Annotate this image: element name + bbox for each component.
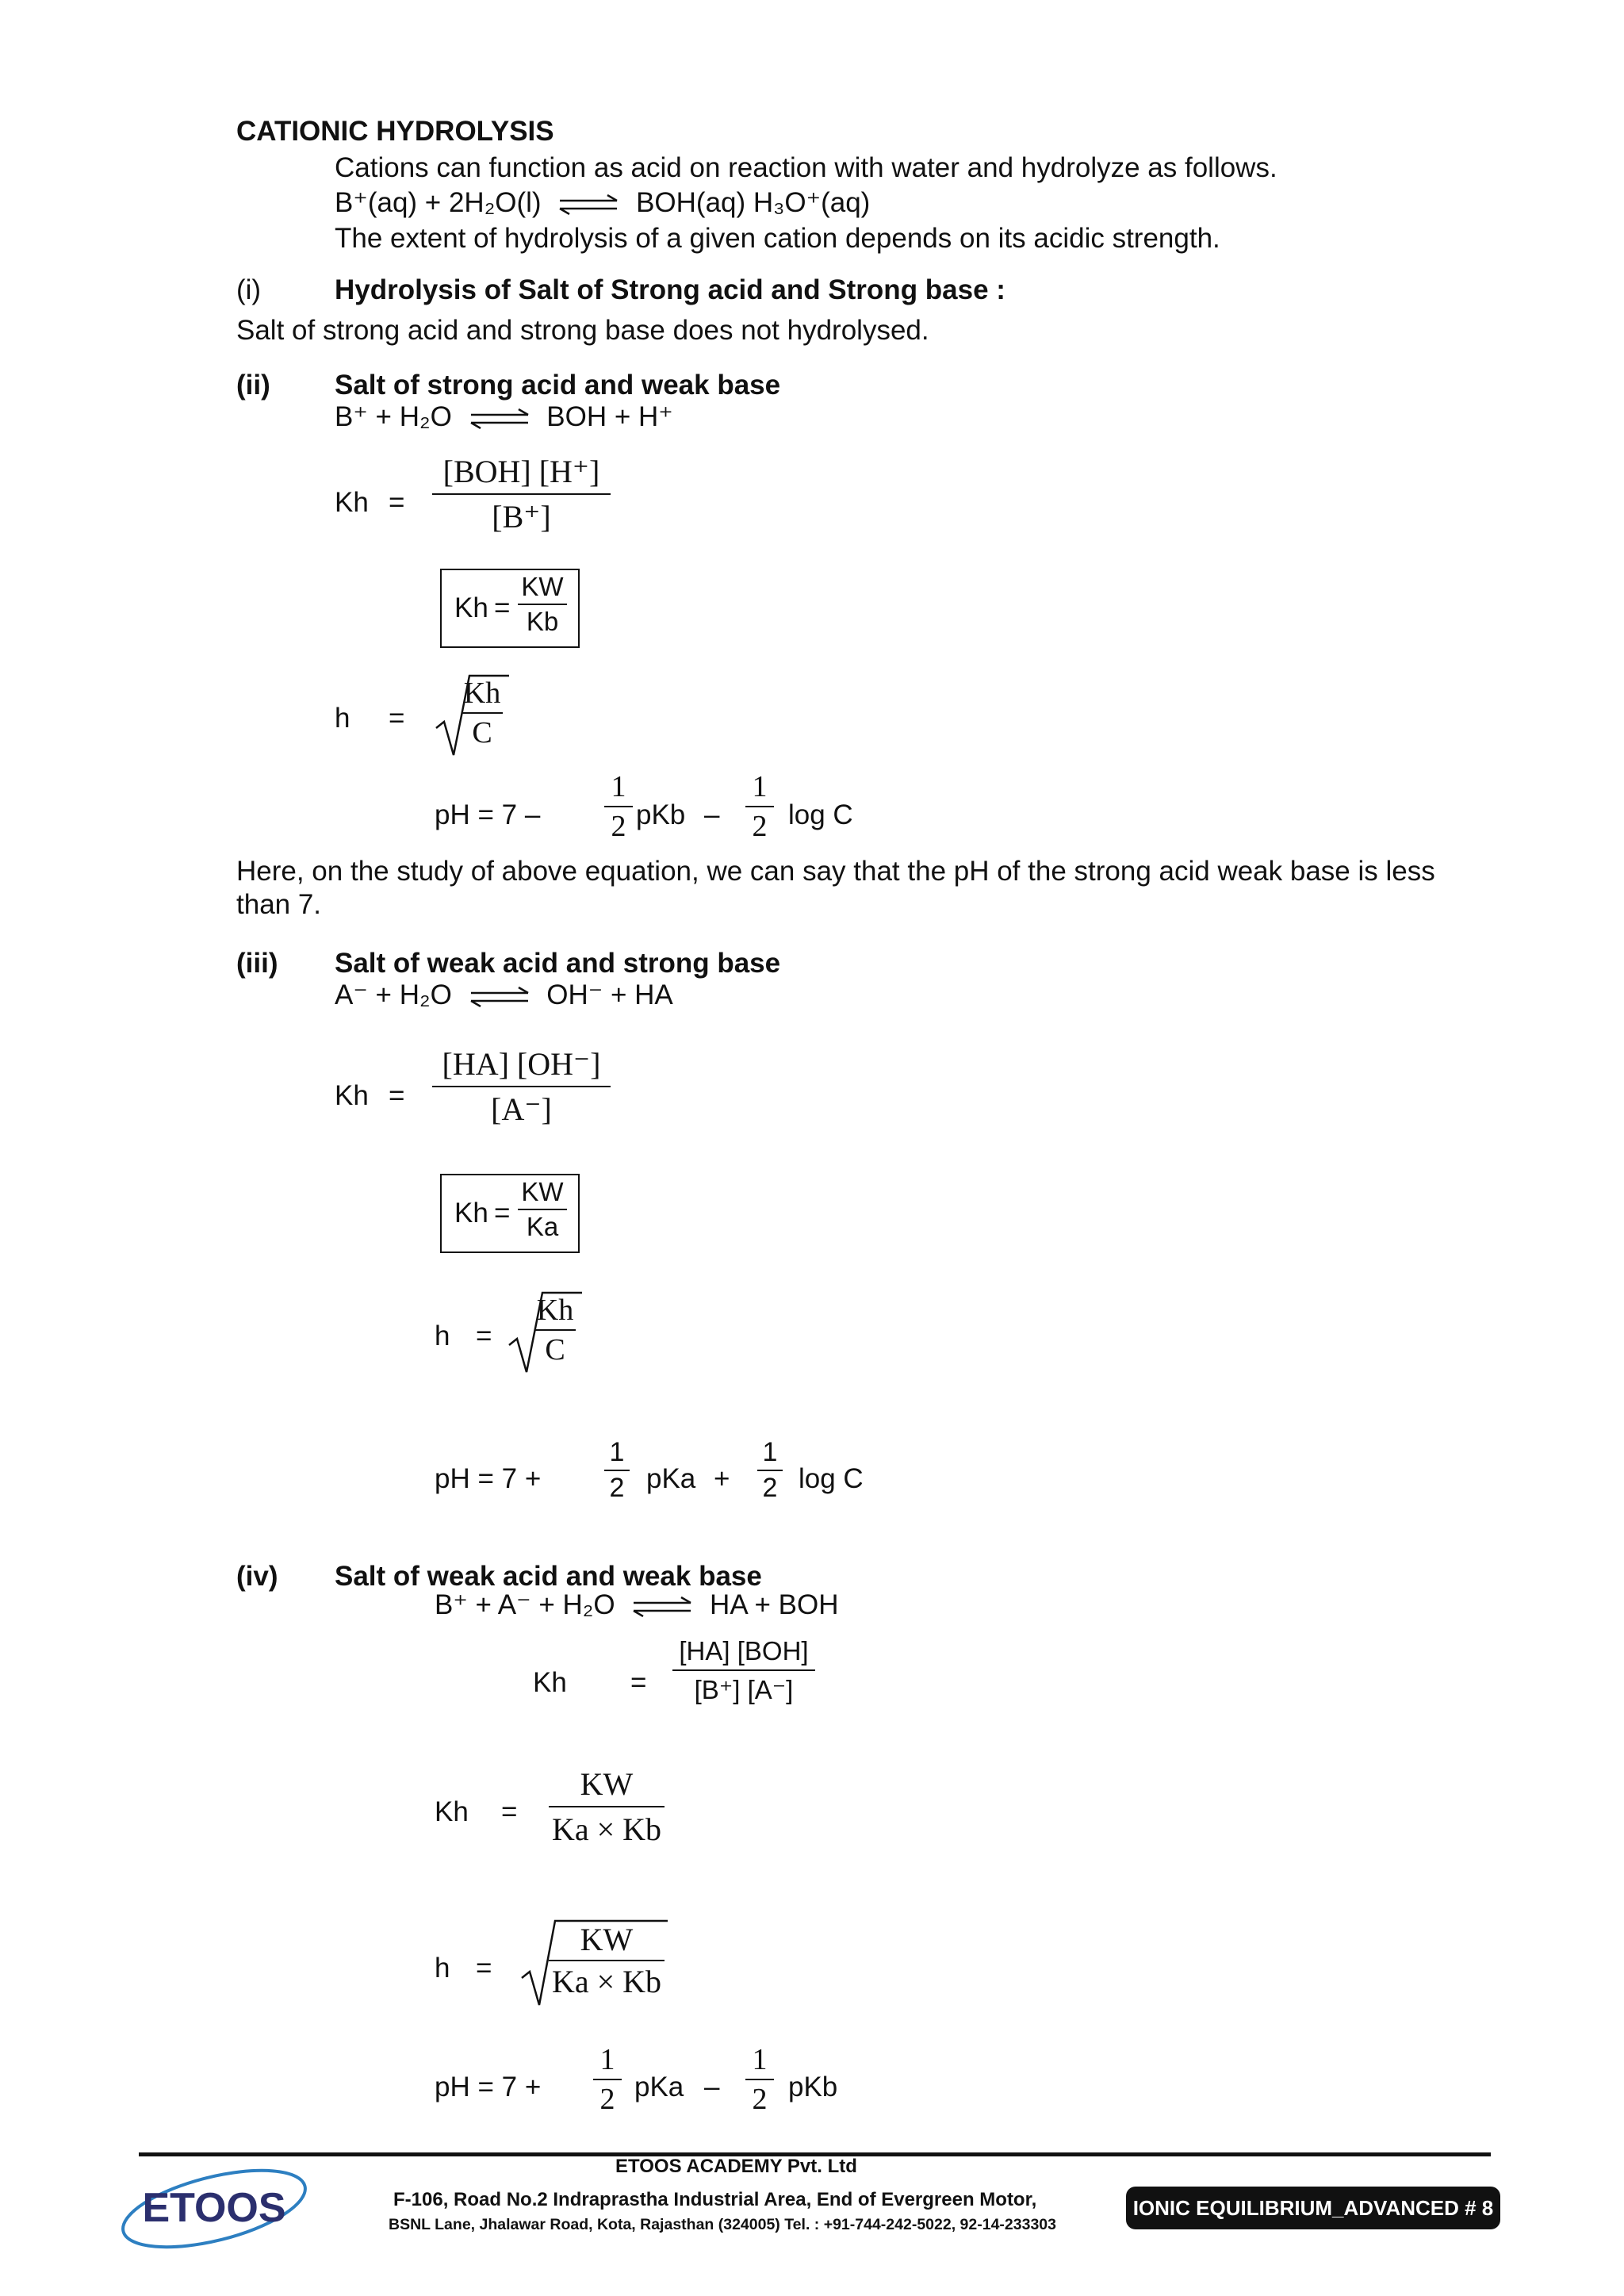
ph-term: log C xyxy=(799,1463,864,1494)
ph-term: log C xyxy=(788,799,853,830)
case-title: Salt of weak acid and strong base xyxy=(335,948,781,979)
kw-ka-fraction xyxy=(518,1177,567,1242)
address-line: F-106, Road No.2 Indraprastha Industrial Area, End of Evergreen Motor, xyxy=(393,2189,1037,2210)
equals-sign: = xyxy=(630,1667,647,1698)
kh-kw-fraction xyxy=(549,1765,665,1848)
address-line: BSNL Lane, Jhalawar Road, Kota, Rajasthan (324005) Tel. : +91-744-242-5022, 92-14-233303 xyxy=(389,2216,1056,2233)
ph-term: pKb xyxy=(636,799,686,830)
equation-left: A⁻ + H₂O xyxy=(335,979,452,1010)
kh-label: Kh xyxy=(454,592,488,623)
denominator: Ka × Kb xyxy=(551,1964,662,1999)
case-title: Salt of weak acid and weak base xyxy=(335,1561,762,1592)
case-number: (iii) xyxy=(236,948,278,979)
intro-equation xyxy=(335,187,870,219)
kh-label: Kh xyxy=(435,1796,469,1827)
equation-right: BOH(aq) H₃O⁺(aq) xyxy=(636,187,871,218)
logo-text: ETOOS xyxy=(142,2185,286,2231)
numerator: KW xyxy=(521,1177,564,1206)
conclusion-text: Here, on the study of above equation, we can say that the pH of the strong acid weak base is less than 7. xyxy=(236,856,1435,920)
numerator: KW xyxy=(521,572,564,601)
half-fraction: 1 2 xyxy=(745,2042,774,2117)
case-number: (ii) xyxy=(236,370,270,401)
case-title: Salt of strong acid and weak base xyxy=(335,370,781,401)
half-fraction: 1 2 xyxy=(757,1437,783,1504)
kh-label: Kh xyxy=(335,487,369,518)
denominator: Ka × Kb xyxy=(551,1811,662,1847)
numerator: [HA] [OH⁻] xyxy=(442,1046,601,1082)
equals-sign: = xyxy=(494,592,511,623)
denominator: [B⁺] xyxy=(492,499,551,535)
kh-fraction xyxy=(672,1636,815,1705)
equilibrium-arrow-icon xyxy=(468,987,531,1007)
kh-label: Kh xyxy=(533,1667,567,1698)
hydrolysis-equation xyxy=(335,979,673,1011)
plus-sign: + xyxy=(714,1463,730,1494)
equals-sign: = xyxy=(501,1796,518,1827)
kh-kw-kb-box xyxy=(440,569,580,648)
intro-line: Cations can function as acid on reaction with water and hydrolyze as follows. xyxy=(335,152,1277,183)
numerator: Kh xyxy=(463,677,501,710)
equation-left: B⁺ + A⁻ + H₂O xyxy=(435,1589,615,1620)
equation-right: HA + BOH xyxy=(710,1589,839,1620)
kh-fraction xyxy=(432,453,611,535)
half-fraction: 1 2 xyxy=(604,1437,630,1504)
denominator: C xyxy=(545,1333,565,1366)
ph-term: pKa xyxy=(634,2072,684,2102)
half-fraction: 1 2 xyxy=(593,2042,622,2117)
hydrolysis-equation xyxy=(435,1589,838,1621)
kh-label: Kh xyxy=(335,1080,369,1111)
equals-sign: = xyxy=(494,1198,511,1228)
intro-line: The extent of hydrolysis of a given cation depends on its acidic strength. xyxy=(335,223,1220,254)
equilibrium-arrow-icon xyxy=(557,194,620,215)
numerator: [BOH] [H⁺] xyxy=(442,454,600,489)
case-title: Hydrolysis of Salt of Strong acid and Strong base : xyxy=(335,274,1005,305)
h-fraction xyxy=(549,1921,665,2000)
ph-prefix: pH = 7 + xyxy=(435,2072,542,2102)
ph-term: pKa xyxy=(646,1463,696,1494)
h-label: h xyxy=(435,1953,450,1984)
equilibrium-arrow-icon xyxy=(468,408,531,429)
equation-right: OH⁻ + HA xyxy=(546,979,673,1010)
h-label: h xyxy=(335,703,350,734)
chapter-page-badge: IONIC EQUILIBRIUM_ADVANCED # 8 xyxy=(1126,2187,1500,2229)
denominator: [A⁻] xyxy=(491,1091,552,1127)
half-fraction: 1 2 xyxy=(604,769,633,844)
denominator: Ka xyxy=(526,1212,559,1241)
kw-kb-fraction xyxy=(518,572,567,637)
denominator: [B⁺] [A⁻] xyxy=(694,1675,794,1704)
case-number: (iv) xyxy=(236,1561,278,1592)
case-text: Salt of strong acid and strong base does not hydrolysed. xyxy=(236,315,929,346)
equals-sign: = xyxy=(476,1953,492,1984)
half-fraction: 1 2 xyxy=(745,769,774,844)
equation-right: BOH + H⁺ xyxy=(546,401,673,432)
numerator: Kh xyxy=(536,1294,574,1327)
equilibrium-arrow-icon xyxy=(630,1596,694,1617)
kh-kw-ka-box xyxy=(440,1174,580,1253)
minus-sign: – xyxy=(704,2072,720,2102)
section-title: CATIONIC HYDROLYSIS xyxy=(236,116,554,147)
h-fraction xyxy=(462,676,503,750)
kh-fraction xyxy=(432,1045,611,1128)
ph-prefix: pH = 7 – xyxy=(435,799,541,830)
numerator: KW xyxy=(580,1922,634,1957)
ph-term: pKb xyxy=(788,2072,838,2102)
h-label: h xyxy=(435,1320,450,1351)
equation-left: B⁺ + H₂O xyxy=(335,401,452,432)
numerator: KW xyxy=(580,1766,634,1802)
ph-prefix: pH = 7 + xyxy=(435,1463,542,1494)
case-number: (i) xyxy=(236,274,262,305)
minus-sign: – xyxy=(704,799,720,830)
company-name: ETOOS ACADEMY Pvt. Ltd xyxy=(615,2156,857,2177)
equals-sign: = xyxy=(476,1320,492,1351)
equals-sign: = xyxy=(389,703,405,734)
numerator: [HA] [BOH] xyxy=(679,1636,809,1665)
denominator: Kb xyxy=(526,607,559,636)
equals-sign: = xyxy=(389,1080,405,1111)
kh-label: Kh xyxy=(454,1198,488,1228)
etoos-logo-icon xyxy=(111,2153,317,2264)
equation-left: B⁺(aq) + 2H₂O(l) xyxy=(335,187,542,218)
hydrolysis-equation xyxy=(335,401,673,433)
denominator: C xyxy=(472,716,492,749)
h-fraction xyxy=(534,1293,576,1367)
equals-sign: = xyxy=(389,487,405,518)
